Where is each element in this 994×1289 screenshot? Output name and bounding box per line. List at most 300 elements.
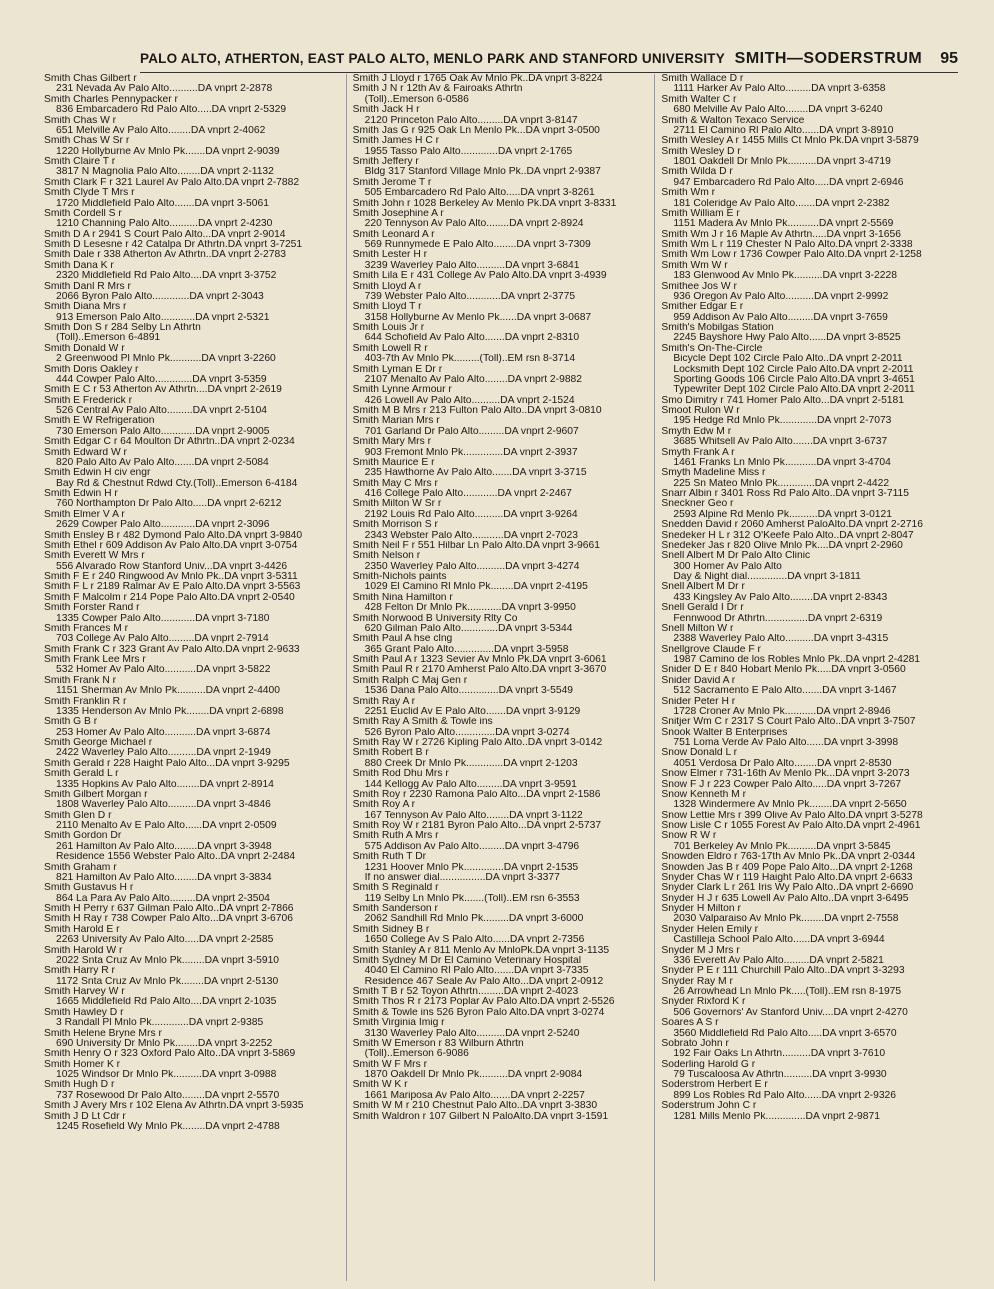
listing-line: Snedeker H L r 312 O'Keefe Palo Alto..DA vnprt 2-8047	[661, 530, 914, 541]
listing-line: 119 Selby Ln Mnlo Pk.......(Toll)..EM rsn 6-3553	[364, 893, 580, 904]
listing-line: 1151 Sherman Av Mnlo Pk..........DA vnprt 2-4400	[56, 686, 280, 697]
listing-line: 913 Emerson Palo Alto............DA vnprt 2-5321	[56, 312, 270, 323]
listing-line: 261 Hamilton Av Palo Alto........DA vnprt 3-3948	[56, 841, 272, 852]
listing-line: Smith Harold E r	[44, 924, 120, 935]
listing-line: Smith Danl R Mrs r	[44, 281, 131, 292]
listing-line: Smith Chas W r	[44, 115, 117, 126]
listing-line: 526 Byron Palo Alto..............DA vnprt 3-0274	[364, 727, 570, 738]
listing-line: 737 Rosewood Dr Palo Alto........DA vnprt 2-5570	[56, 1090, 280, 1101]
listing-line: 416 College Palo Alto............DA vnprt 2-2467	[364, 489, 572, 499]
listing-line: Smith Lloyd A r	[352, 281, 422, 292]
listing-line: Soderstrom Herbert E r	[661, 1080, 768, 1091]
listing-line: Smith Roy r 2230 Ramona Palo Alto...DA vnprt 2-1586	[352, 789, 601, 800]
listing-line: 751 Loma Verde Av Palo Alto......DA vnprt 3-3998	[673, 738, 899, 748]
listing-line: Snyder Ray M r	[661, 976, 733, 987]
listing-line: Smith Harry R r	[44, 966, 115, 977]
listing-line: Smith Elmer V A r	[44, 509, 125, 520]
listing-line: 433 Kingsley Av Palo Alto........DA vnprt 2-8343	[673, 592, 888, 603]
listing-line: Smith H Perry r 637 Gilman Palo Alto..DA vnprt 2-7866	[44, 904, 294, 914]
listing-line: Snyder Helen Emily r	[661, 924, 759, 935]
listing-line: Snyder Clark L r 261 Iris Wy Palo Alto..DA vnprt 2-6690	[661, 883, 914, 894]
listing-line: Smith W Emerson r 83 Wilburn Athrtn	[352, 1038, 524, 1049]
listing-line: 195 Hedge Rd Mnlo Pk.............DA vnprt 2-7073	[673, 416, 892, 427]
listing-line: Smith Claire T r	[44, 157, 116, 167]
listing-line: 1650 College Av S Palo Alto......DA vnprt 2-7356	[364, 935, 585, 946]
listing-line: Smith Jeffery r	[352, 157, 419, 167]
listing-line: Smith Paul A hse clng	[352, 634, 453, 645]
listing-line: 1987 Camino de los Robles Mnlo Pk..DA vnprt 2-4281	[673, 655, 921, 665]
listing-line: 1172 Snta Cruz Av Mnlo Pk........DA vnprt 2-5130	[56, 976, 279, 987]
listing-line: 651 Melville Av Palo Alto........DA vnprt 2-4062	[56, 125, 266, 136]
listing-line: Smith Ray A r	[352, 696, 416, 707]
listing-line: Smith Lila E r 431 College Av Palo Alto.DA vnprt 3-4939	[352, 271, 607, 282]
listing-line: Smith J Avery Mrs r 102 Elena Av Athrtn.DA vnprt 3-5935	[44, 1101, 304, 1112]
listing-line: 444 Cowper Palo Alto.............DA vnprt 3-5359	[56, 374, 267, 385]
listing-line: Smith Wm L r 119 Chester N Palo Alto.DA vnprt 2-3338	[661, 240, 913, 250]
listing-line: Smith Maurice E r	[352, 457, 435, 468]
listing-line: 2343 Webster Palo Alto...........DA vnprt 2-7023	[364, 530, 578, 541]
listing-line: 231 Nevada Av Palo Alto..........DA vnprt 2-2878	[56, 84, 273, 95]
listing-line: 428 Felton Dr Mnlo Pk............DA vnprt 3-9950	[364, 603, 576, 614]
listing-line: Smith Edward W r	[44, 447, 127, 458]
listing-line: Smith Lloyd T r	[352, 302, 422, 313]
listing-line: 556 Alvarado Row Stanford Univ...DA vnprt 3-4426	[56, 561, 288, 572]
listing-line: 235 Hawthorne Av Palo Alto.......DA vnprt 3-3715	[364, 468, 587, 479]
listing-line: 365 Grant Palo Alto..............DA vnprt 3-5958	[364, 644, 569, 655]
listing-line: 690 University Dr Mnlo Pk........DA vnprt 3-2252	[56, 1038, 273, 1049]
listing-line: 3 Randall Pl Mnlo Pk.............DA vnprt 2-9385	[56, 1018, 264, 1029]
listing-line: Smith Gordon Dr	[44, 831, 122, 842]
listing-line: Smith Ray A Smith & Towle ins	[352, 717, 493, 728]
listing-line: 1728 Croner Av Mnlo Pk...........DA vnprt 2-8946	[673, 706, 891, 717]
listing-line: 1220 Hollyburne Av Mnlo Pk.......DA vnprt 2-9039	[56, 146, 280, 157]
listing-line: 2245 Bayshore Hwy Palo Alto......DA vnprt 3-8525	[673, 333, 901, 344]
listing-line: Smith F Malcolm r 214 Pope Palo Alto.DA vnprt 2-0540	[44, 592, 295, 603]
listing-line: Smith Mary Mrs r	[352, 437, 432, 448]
listing-line: 2107 Menalto Av Palo Alto........DA vnprt 2-9882	[364, 374, 582, 385]
listing-line: Smith Wesley D r	[661, 146, 741, 157]
listing-line: 1231 Hoover Mnlo Pk..............DA vnprt 2-1535	[364, 862, 579, 873]
listing-line: Smith Frank N r	[44, 675, 117, 686]
listing-line: 903 Fremont Mnlo Pk..............DA vnprt 2-3937	[364, 447, 578, 458]
listing-line: Smith Robert B r	[352, 748, 429, 759]
listing-line: (Toll)..Emerson 6-0586	[364, 94, 469, 105]
listing-line: Smith Lynne Armour r	[352, 385, 452, 396]
listing-line: Smith's Mobilgas Station	[661, 323, 774, 333]
listing-line: Smith W M r 210 Chestnut Palo Alto..DA vnprt 3-3830	[352, 1101, 598, 1112]
listing-line: 2629 Cowper Palo Alto............DA vnprt 2-3096	[56, 520, 270, 531]
listing-line: 2251 Euclid Av E Palo Alto.......DA vnprt 3-9129	[364, 706, 581, 717]
listing-line: 26 Arrowhead Ln Mnlo Pk.....(Toll)..EM rsn 8-1975	[673, 987, 902, 997]
listing-line: Smith Frances M r	[44, 623, 129, 634]
listing-line: Smith Lowell R r	[352, 343, 428, 354]
listing-line: Smith Lester H r	[352, 250, 428, 261]
listing-line: Smither Edgar E r	[661, 302, 744, 313]
listing-line: 1029 El Camino Rl Mnlo Pk........DA vnprt 2-4195	[364, 582, 588, 593]
listing-line: 1335 Henderson Av Mnlo Pk........DA vnprt 2-6898	[56, 706, 284, 717]
listing-line: Snowden Jas B r 409 Pope Palo Alto...DA vnprt 2-1268	[661, 862, 913, 873]
listing-line: 1281 Mills Menlo Pk..............DA vnprt 2-9871	[673, 1111, 880, 1122]
listing-line: 1245 Rosefield Wy Mnlo Pk........DA vnprt 2-4788	[56, 1121, 280, 1132]
listing-line: Snyder Rixford K r	[661, 997, 746, 1008]
listing-line: Smith Hawley D r	[44, 1007, 124, 1018]
listing-line: Snell Gerald I Dr r	[661, 603, 744, 614]
listing-line: Smith E W Refrigeration	[44, 416, 155, 427]
listing-line: Smith Leonard A r	[352, 229, 435, 240]
listing-line: Snider David A r	[661, 675, 736, 686]
listing-line: Bicycle Dept 102 Circle Palo Alto..DA vnprt 2-2011	[673, 354, 903, 365]
listing-line: Smith Henry O r 323 Oxford Palo Alto..DA vnprt 3-5869	[44, 1049, 296, 1060]
listing-line: Smith Franklin R r	[44, 696, 127, 707]
listing-line: Snowden Eldro r 763-17th Av Mnlo Pk..DA vnprt 2-0344	[661, 852, 916, 863]
listing-line: 336 Everett Av Palo Alto.........DA vnprt 2-5821	[673, 955, 884, 966]
listing-line: Smith Cordell S r	[44, 208, 122, 219]
listing-line: Smyth Edw M r	[661, 426, 732, 437]
listing-line: 701 Garland Dr Palo Alto.........DA vnprt 2-9607	[364, 426, 579, 437]
listing-line: 836 Embarcadero Rd Palo Alto.....DA vnprt 2-5329	[56, 105, 287, 116]
listing-line: Smith E C r 53 Atherton Av Athrtn....DA vnprt 2-2619	[44, 385, 282, 396]
listing-line: Smith Norwood B University Rlty Co	[352, 613, 518, 624]
listing-line: Smith Chas W Sr r	[44, 136, 130, 147]
listing-line: 2192 Louis Rd Palo Alto..........DA vnprt 3-9264	[364, 509, 578, 520]
listing-line: 300 Homer Av Palo Alto	[673, 561, 782, 572]
listing-line: Smith Paul R r 2170 Amherst Palo Alto.DA vnprt 3-3670	[352, 665, 607, 676]
listing-line: Smith Jerome T r	[352, 177, 432, 188]
listing-line: Smith Josephine A r	[352, 208, 444, 219]
listing-line: Smith Graham r	[44, 862, 117, 873]
listing-line: Smith Dana K r	[44, 260, 114, 271]
listing-line: Smith W F Mrs r	[352, 1059, 428, 1070]
listing-line: Smith Morrison S r	[352, 520, 438, 531]
listing-line: Residence 467 Seale Av Palo Alto...DA vnprt 2-0912	[364, 976, 604, 987]
listing-line: 3158 Hollyburne Av Menlo Pk......DA vnprt 3-0687	[364, 312, 592, 323]
listing-line: Snyder Chas W r 119 Haight Palo Alto.DA vnprt 2-6633	[661, 872, 913, 883]
listing-line: Smith Edwin H civ engr	[44, 468, 151, 479]
listing-line: Castilleja School Palo Alto......DA vnprt 3-6944	[673, 935, 885, 946]
listing-line: Smith Don S r 284 Selby Ln Athrtn	[44, 323, 201, 333]
listing-line: Snedden David r 2060 Amherst PaloAlto.DA vnprt 2-2716	[661, 520, 923, 531]
listing-line: Smith Wm Low r 1736 Cowper Palo Alto.DA vnprt 2-1258	[661, 250, 922, 261]
listing-line: 1661 Mariposa Av Palo Alto.......DA vnprt 2-2257	[364, 1090, 585, 1101]
listing-line: 220 Tennyson Av Palo Alto........DA vnprt 2-8924	[364, 219, 584, 230]
listing-line: Smith E Frederick r	[44, 395, 133, 406]
listing-line: 225 Sn Mateo Mnlo Pk.............DA vnprt 2-4422	[673, 478, 890, 489]
listing-line: 2350 Waverley Palo Alto..........DA vnprt 3-4274	[364, 561, 580, 572]
listing-line: Smith Ethel r 609 Addison Av Palo Alto.DA vnprt 3-0754	[44, 540, 298, 551]
listing-line: 2263 University Av Palo Alto.....DA vnprt 2-2585	[56, 935, 274, 946]
listing-line: Smith Ruth T Dr	[352, 852, 427, 863]
listing-line: 3817 N Magnolia Palo Alto........DA vnprt 2-1132	[56, 167, 274, 178]
listing-line: Soderstrum John C r	[661, 1101, 757, 1112]
listing-line: Smith Glen D r	[44, 810, 112, 821]
listing-line: Sobrato John r	[661, 1038, 729, 1049]
listing-line: 192 Fair Oaks Ln Athrtn..........DA vnprt 3-7610	[673, 1049, 886, 1060]
listing-line: 2422 Waverley Palo Alto..........DA vnprt 2-1949	[56, 748, 271, 759]
listing-line: Smith F L r 2189 Ralmar Av E Palo Alto.DA vnprt 3-5563	[44, 582, 301, 593]
listing-line: Smith T B r 52 Toyon Athrtn.........DA vnprt 2-4023	[352, 987, 579, 997]
listing-line: Locksmith Dept 102 Circle Palo Alto.DA vnprt 2-2011	[673, 364, 914, 375]
listing-line: 3130 Waverley Palo Alto..........DA vnprt 2-5240	[364, 1028, 580, 1039]
listing-line: 183 Glenwood Av Mnlo Pk..........DA vnprt 3-2228	[673, 271, 897, 282]
listing-line: Smith Gustavus H r	[44, 883, 134, 894]
listing-line: Smith Rod Dhu Mrs r	[352, 769, 449, 780]
listing-line: 2 Greenwood Pl Mnlo Pk...........DA vnprt 3-2260	[56, 354, 276, 365]
listing-line: Smith Thos R r 2173 Poplar Av Palo Alto.DA vnprt 2-5526	[352, 997, 615, 1008]
listing-line: Smith Edgar C r 64 Moulton Dr Athrtn..DA vnprt 2-0234	[44, 437, 295, 448]
listing-line: 3685 Whitsell Av Palo Alto.......DA vnprt 3-6737	[673, 437, 888, 448]
listing-line: Smith Gerald r 228 Haight Palo Alto...DA vnprt 3-9295	[44, 758, 290, 769]
listing-line: Smoot Rulon W r	[661, 406, 740, 416]
listing-line: Smith Jas G r 925 Oak Ln Menlo Pk...DA vnprt 3-0500	[352, 125, 600, 136]
listing-line: 1536 Dana Palo Alto..............DA vnprt 3-5549	[364, 686, 574, 697]
listing-line: Snider D E r 840 Hobart Menlo Pk.....DA vnprt 3-0560	[661, 665, 906, 676]
listing-line: 701 Berkeley Av Mnlo Pk..........DA vnprt 3-5845	[673, 841, 891, 852]
listing-line: Smith D A r 2941 S Court Palo Alto...DA vnprt 2-9014	[44, 229, 286, 240]
listing-line: Smyth Frank A r	[661, 447, 735, 458]
listing-line: Soderling Harold G r	[661, 1059, 756, 1070]
listing-line: 2593 Alpine Rd Menlo Pk..........DA vnprt 3-0121	[673, 509, 892, 520]
listing-line: 1328 Windermere Av Mnlo Pk........DA vnprt 2-5650	[673, 800, 907, 811]
listing-line: Smith Chas Gilbert r	[44, 74, 137, 84]
listing-line: Smith D Lesesne r 42 Catalpa Dr Athrtn.DA vnprt 3-7251	[44, 240, 303, 250]
listing-line: Snow Donald L r	[661, 748, 738, 759]
listing-line: Smith Neil F r 551 Hilbar Ln Palo Alto.DA vnprt 3-9661	[352, 540, 600, 551]
listing-line: 505 Embarcadero Rd Palo Alto.....DA vnprt 3-8261	[364, 188, 595, 199]
listing-line: If no answer dial................DA vnprt 3-3377	[364, 872, 560, 883]
listing-line: Smith Diana Mrs r	[44, 302, 127, 313]
listing-line: Smith Homer K r	[44, 1059, 121, 1070]
listing-line: Smith Forster Rand r	[44, 603, 140, 614]
listing-line: Snedeker Jas r 820 Olive Mnlo Pk....DA vnprt 2-2960	[661, 540, 903, 551]
listing-line: Smith Walter C r	[661, 94, 737, 105]
listing-line: Smith Ray W r 2726 Kipling Palo Alto..DA vnprt 3-0142	[352, 738, 603, 748]
listing-line: Snell Milton W r	[661, 623, 734, 634]
listing-line: 575 Addison Av Palo Alto.........DA vnprt 3-4796	[364, 841, 580, 852]
listing-line: 2066 Byron Palo Alto.............DA vnprt 2-3043	[56, 291, 264, 302]
listing-line: Snyder P E r 111 Churchill Palo Alto..DA vnprt 3-3293	[661, 966, 905, 977]
listing-line: 1665 Middlefield Rd Palo Alto....DA vnprt 2-1035	[56, 997, 277, 1008]
listing-line: 899 Los Robles Rd Palo Alto......DA vnprt 2-9326	[673, 1090, 897, 1101]
listing-line: Smith John r 1028 Berkeley Av Menlo Pk.DA vnprt 3-8331	[352, 198, 617, 209]
listing-line: Smith Edwin H r	[44, 489, 118, 499]
listing-line: 2030 Valparaiso Av Mnlo Pk........DA vnprt 2-7558	[673, 914, 899, 925]
listing-line: Snyder H Milton r	[661, 904, 741, 914]
listing-line: Smith Lyman E Dr r	[352, 364, 443, 375]
listing-line: Snitjer Wm C r 2317 S Court Palo Alto..DA vnprt 3-7507	[661, 717, 916, 728]
listing-line: Smith George Michael r	[44, 738, 153, 748]
listing-line: 1335 Cowper Palo Alto............DA vnprt 3-7180	[56, 613, 270, 624]
listing-line: Smith H Ray r 738 Cowper Palo Alto...DA vnprt 3-6706	[44, 914, 293, 925]
listing-line: Snell Albert M Dr Palo Alto Clinic	[661, 551, 811, 562]
page-number: 95	[940, 50, 958, 67]
listing-line: 4040 El Camino Rl Palo Alto.......DA vnprt 3-7335	[364, 966, 589, 977]
listing-line: Smith Dale r 338 Atherton Av Athrtn..DA vnprt 2-2783	[44, 250, 286, 261]
listing-line: 253 Homer Av Palo Alto...........DA vnprt 3-6874	[56, 727, 271, 738]
listing-line: 167 Tennyson Av Palo Alto........DA vnprt 3-1122	[364, 810, 583, 821]
listing-line: Snow Elmer r 731-16th Av Menlo Pk...DA vnprt 3-2073	[661, 769, 910, 780]
listing-line: Snow Kenneth M r	[661, 789, 747, 800]
listing-line: Snell Albert M Dr r	[661, 582, 745, 593]
listing-line: Smith Milton W Sr r	[352, 499, 442, 510]
listing-line: Smith G B r	[44, 717, 98, 728]
listing-line: 4051 Verdosa Dr Palo Alto........DA vnprt 2-8530	[673, 758, 892, 769]
listing-line: (Toll)..Emerson 6-9086	[364, 1049, 469, 1060]
listing-line: Smith Clark F r 321 Laurel Av Palo Alto.DA vnprt 2-7882	[44, 177, 300, 188]
listing-line: 864 La Para Av Palo Alto.........DA vnprt 2-3504	[56, 893, 270, 904]
listing-line: Smith Nina Hamilton r	[352, 592, 453, 603]
listing-line: Smith May C Mrs r	[352, 478, 438, 489]
listing-line: Smith Ralph C Maj Gen r	[352, 675, 468, 686]
listing-line: Smith Virginia Imig r	[352, 1018, 445, 1029]
listing-line: Smo Dimitry r 741 Homer Palo Alto...DA vnprt 2-5181	[661, 395, 904, 406]
listing-line: Snow Lisle C r 1055 Forest Av Palo Alto.DA vnprt 2-4961	[661, 821, 921, 831]
listing-line: 181 Coleridge Av Palo Alto.......DA vnprt 2-2382	[673, 198, 890, 209]
listing-line: Day & Night dial..............DA vnprt 3-1811	[673, 572, 861, 582]
listing-line: 2320 Middlefield Rd Palo Alto....DA vnprt 3-3752	[56, 271, 277, 282]
listing-line: Smith Louis Jr r	[352, 323, 425, 333]
listing-line: 1461 Franks Ln Mnlo Pk...........DA vnprt 3-4704	[673, 457, 891, 468]
listing-line: Residence 1556 Webster Palo Alto..DA vnprt 2-2484	[56, 852, 296, 863]
listing-line: 2120 Princeton Palo Alto.........DA vnprt 3-8147	[364, 115, 578, 126]
listing-line: 1801 Oakdell Dr Mnlo Pk..........DA vnprt 3-4719	[673, 157, 891, 167]
listing-line: 1151 Madera Av Mnlo Pk...........DA vnprt 2-5569	[673, 219, 894, 230]
listing-line: Smith Gerald L r	[44, 769, 119, 780]
listing-line: Smyth Madeline Miss r	[661, 468, 766, 479]
listing-line: 79 Tuscaloosa Av Athrtn..........DA vnprt 3-9930	[673, 1070, 887, 1080]
listing-line: 532 Homer Av Palo Alto...........DA vnprt 3-5822	[56, 665, 271, 676]
listing-line: Snarr Albin r 3401 Ross Rd Palo Alto..DA vnprt 3-7115	[661, 489, 909, 499]
listing-line: Smith Gilbert Morgan r	[44, 789, 148, 800]
listing-line: 644 Schofield Av Palo Alto.......DA vnprt 2-8310	[364, 333, 580, 344]
listing-line: Smith Harvey W r	[44, 987, 125, 997]
listing-line: Snow Lettie Mrs r 399 Olive Av Palo Alto.DA vnprt 3-5278	[661, 810, 923, 821]
listing-line: 947 Embarcadero Rd Palo Alto.....DA vnprt 2-6946	[673, 177, 904, 188]
listing-line: 1808 Waverley Palo Alto..........DA vnprt 3-4846	[56, 800, 271, 811]
listing-line: 1870 Oakdell Dr Mnlo Pk..........DA vnprt 2-9084	[364, 1070, 583, 1080]
listing-line: Smith Wm J r 16 Maple Av Athrtn.....DA vnprt 3-1656	[661, 229, 901, 240]
listing-line: 820 Palo Alto Av Palo Alto.......DA vnprt 2-5084	[56, 457, 269, 468]
listing-line: Snow R W r	[661, 831, 717, 842]
listing-line: Smith W K r	[352, 1080, 408, 1091]
listing-line: 1025 Windsor Dr Mnlo Pk..........DA vnprt 3-0988	[56, 1070, 277, 1080]
listing-line: Snow F J r 223 Cowper Palo Alto.....DA vnprt 3-7267	[661, 779, 902, 790]
listing-line: 730 Emerson Palo Alto............DA vnprt 2-9005	[56, 426, 270, 437]
listing-line: Bldg 317 Stanford Village Mnlo Pk..DA vnprt 2-9387	[364, 167, 601, 178]
listing-line: Smith James H C r	[352, 136, 440, 147]
listing-line: Smith M B Mrs r 213 Fulton Palo Alto..DA vnprt 3-0810	[352, 406, 602, 416]
listing-line: Smithee Jos W r	[661, 281, 737, 292]
listing-line: Sneckner Geo r	[661, 499, 734, 510]
listing-line: 426 Lowell Av Palo Alto..........DA vnprt 2-1524	[364, 395, 575, 406]
listing-column-3	[661, 74, 958, 1281]
listing-line: Smith Nelson r	[352, 551, 421, 562]
listing-column-1	[44, 74, 347, 1281]
listing-line: 2388 Waverley Palo Alto..........DA vnprt 3-4315	[673, 634, 889, 645]
listing-line: Smith Helene Bryne Mrs r	[44, 1028, 162, 1039]
page-header	[140, 50, 958, 73]
listing-line: 526 Central Av Palo Alto.........DA vnprt 2-5104	[56, 406, 268, 416]
listing-line: 880 Creek Dr Mnlo Pk.............DA vnprt 2-1203	[364, 758, 578, 769]
listing-line: Smith J N r 12th Av & Fairoaks Athrtn	[352, 84, 523, 95]
listing-line: Smith Harold W r	[44, 945, 123, 956]
listing-line: Soares A S r	[661, 1018, 719, 1029]
listing-line: Smith William E r	[661, 208, 740, 219]
listing-line: Smith Clyde T Mrs r	[44, 188, 135, 199]
listing-line: Smith Sidney B r	[352, 924, 430, 935]
listing-line: 403-7th Av Mnlo Pk.........(Toll)..EM rsn 8-3714	[364, 354, 576, 365]
listing-line: Sporting Goods 106 Circle Palo Alto.DA vnprt 3-4651	[673, 374, 915, 385]
listing-line: Smith Stanley A r 811 Menlo Av MnloPk.DA vnprt 3-1135	[352, 945, 610, 956]
listing-line: Smith Jack H r	[352, 105, 420, 116]
listing-line: Typewriter Dept 102 Circle Palo Alto.DA vnprt 2-2011	[673, 385, 915, 396]
listing-line: 2022 Snta Cruz Av Mnlo Pk........DA vnprt 3-5910	[56, 955, 280, 966]
listing-line: 959 Addison Av Palo Alto.........DA vnprt 3-7659	[673, 312, 888, 323]
listing-line: 2110 Menalto Av E Palo Alto......DA vnprt 2-0509	[56, 821, 277, 831]
listing-line: 760 Northampton Dr Palo Alto.....DA vnprt 2-6212	[56, 499, 282, 510]
listing-line: Smith Ruth A Mrs r	[352, 831, 439, 842]
listing-line: Smith Wm W r	[661, 260, 728, 271]
listing-line: Smith F E r 240 Ringwood Av Mnlo Pk..DA vnprt 3-5311	[44, 572, 298, 582]
listing-line: 506 Governors' Av Stanford Univ....DA vnprt 2-4270	[673, 1007, 908, 1018]
listing-line: 936 Oregon Av Palo Alto..........DA vnprt 2-9992	[673, 291, 889, 302]
listing-line: 2711 El Camino Rl Palo Alto......DA vnprt 3-8910	[673, 125, 894, 136]
listing-line: Snyder H J r 635 Lowell Av Palo Alto..DA vnprt 3-6495	[661, 893, 909, 904]
listing-line: Smith Paul A r 1323 Sevier Av Mnlo Pk.DA vnprt 3-6061	[352, 655, 607, 665]
listing-line: 821 Hamilton Av Palo Alto........DA vnprt 3-3834	[56, 872, 272, 883]
listing-line: Smith Sanderson r	[352, 904, 438, 914]
listing-line: Smith & Walton Texaco Service	[661, 115, 805, 126]
listing-line: 1955 Tasso Palo Alto.............DA vnprt 2-1765	[364, 146, 573, 157]
listing-line: Snyder M J Mrs r	[661, 945, 740, 956]
listing-column-2	[353, 74, 656, 1281]
listing-line: 739 Webster Palo Alto............DA vnprt 2-3775	[364, 291, 576, 302]
listing-line: Smith Doris Oakley r	[44, 364, 139, 375]
listing-line: Smith's On-The-Circle	[661, 343, 763, 354]
listing-line: Smith & Towle ins 526 Byron Palo Alto.DA vnprt 3-0274	[352, 1007, 605, 1018]
listing-line: 620 Gilman Palo Alto.............DA vnprt 3-5344	[364, 623, 573, 634]
listing-line: 569 Runnymede E Palo Alto........DA vnprt 3-7309	[364, 240, 591, 250]
listing-line: Smith Frank Lee Mrs r	[44, 655, 146, 665]
header-cities: PALO ALTO, ATHERTON, EAST PALO ALTO, MENLO PARK AND STANFORD UNIVERSITY	[140, 51, 725, 66]
listing-line: Smith Wesley A r 1455 Mills Ct Mnlo Pk.DA vnprt 3-5879	[661, 136, 919, 147]
listing-line: Smith Wallace D r	[661, 74, 744, 84]
listing-line: 1335 Hopkins Av Palo Alto........DA vnprt 2-8914	[56, 779, 274, 790]
listing-line: 680 Melville Av Palo Alto........DA vnprt 3-6240	[673, 105, 883, 116]
listing-line: Smith S Reginald r	[352, 883, 439, 894]
listing-line: Smith Sydney M Dr El Camino Veterinary Hospital	[352, 955, 582, 966]
listing-line: 703 College Av Palo Alto.........DA vnprt 2-7914	[56, 634, 269, 645]
listing-line: 1720 Middlefield Palo Alto.......DA vnprt 3-5061	[56, 198, 269, 209]
listing-line: Smith Roy W r 2181 Byron Palo Alto...DA vnprt 2-5737	[352, 821, 602, 831]
listing-line: Smith Marian Mrs r	[352, 416, 440, 427]
listing-line: Smith Hugh D r	[44, 1080, 115, 1091]
listing-line: Snellgrove Claude F r	[661, 644, 761, 655]
listing-line: 1111 Harker Av Palo Alto.........DA vnprt 3-6358	[673, 84, 886, 95]
listing-line: Smith J Lloyd r 1765 Oak Av Mnlo Pk..DA vnprt 3-8224	[352, 74, 603, 84]
listing-line: 144 Kellogg Av Palo Alto.........DA vnprt 3-9591	[364, 779, 577, 790]
listing-line: 3560 Middlefield Rd Palo Alto.....DA vnprt 3-6570	[673, 1028, 897, 1039]
listing-line: Smith Donald W r	[44, 343, 125, 354]
listing-line: Fennwood Dr Athrtn...............DA vnprt 2-6319	[673, 613, 883, 624]
listing-line: Snook Walter B Enterprises	[661, 727, 788, 738]
listing-line: Smith Wm r	[661, 188, 716, 199]
listing-line: Smith Waldron r 107 Gilbert N PaloAlto.DA vnprt 3-1591	[352, 1111, 609, 1122]
listing-line: Smith Frank C r 323 Grant Av Palo Alto.DA vnprt 2-9633	[44, 644, 300, 655]
listing-columns	[44, 74, 958, 1281]
listing-line: Snider Peter H r	[661, 696, 736, 707]
listing-line: 2062 Sandhill Rd Mnlo Pk.........DA vnprt 3-6000	[364, 914, 584, 925]
listing-line: Smith-Nichols paints	[352, 572, 447, 582]
